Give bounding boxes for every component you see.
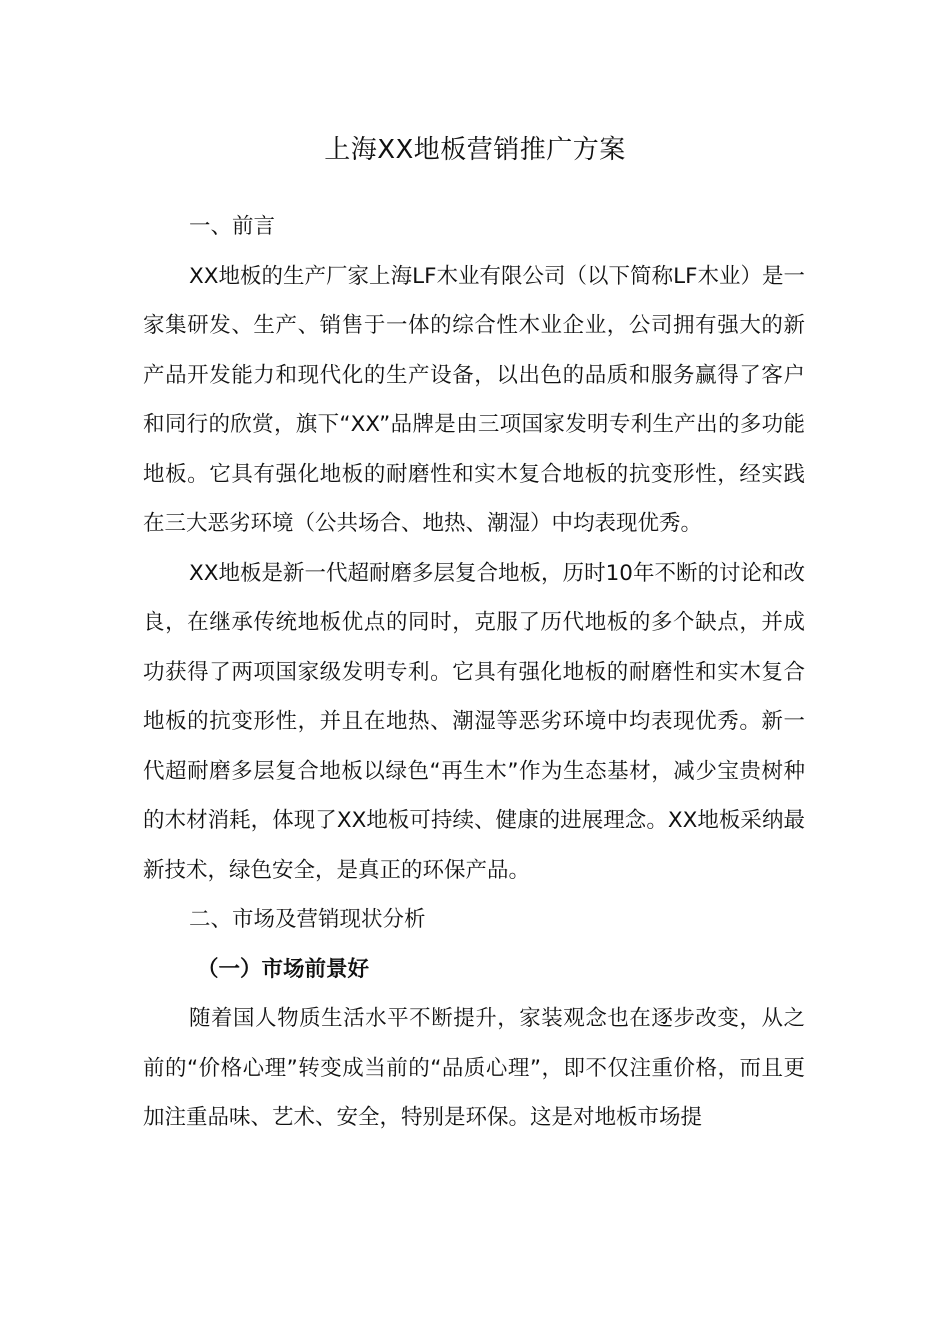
paragraph-company-intro: XX地板的生产厂家上海LF木业有限公司（以下简称LF木业）是一家集研发、生产、销售于一体的综合性木业企业，公司拥有强大的新产品开发能力和现代化的生产设备，以出色的品质和服务赢得了客户和同行的欣赏，旗下“XX”品牌是由三项国家发明专利生产出的多功能地板。它具有强化地板的耐磨性和实木复合地板的抗变形性，经实践在三大恶劣环境（公共场合、地热、潮湿）中均表现优秀。	[143, 263, 805, 536]
subsection-heading-market-outlook: （一）市场前景好	[197, 956, 370, 982]
paragraph-product-intro: XX地板是新一代超耐磨多层复合地板，历时10年不断的讨论和改良，在继承传统地板优点的同时，克服了历代地板的多个缺点，并成功获得了两项国家级发明专利。它具有强化地板的耐磨性和实木复合地板的抗变形性，并且在地热、潮湿等恶劣环境中均表现优秀。新一代超耐磨多层复合地板以绿色“再生木”作为生态基材，减少宝贵树种的木材消耗，体现了XX地板可持续、健康的进展理念。XX地板采纳最新技术，绿色安全，是真正的环保产品。	[143, 560, 805, 883]
paragraph-market-outlook: 随着国人物质生活水平不断提升，家装观念也在逐步改变，从之前的“价格心理”转变成当前的“品质心理”，即不仅注重价格，而且更加注重品味、艺术、安全，特别是环保。这是对地板市场提	[143, 1006, 805, 1130]
section-heading-market-analysis: 二、市场及营销现状分析	[189, 907, 426, 932]
document-title: 上海XX地板营销推广方案	[324, 135, 626, 165]
document-body	[143, 202, 805, 1143]
section-heading-preface: 一、前言	[189, 214, 276, 239]
